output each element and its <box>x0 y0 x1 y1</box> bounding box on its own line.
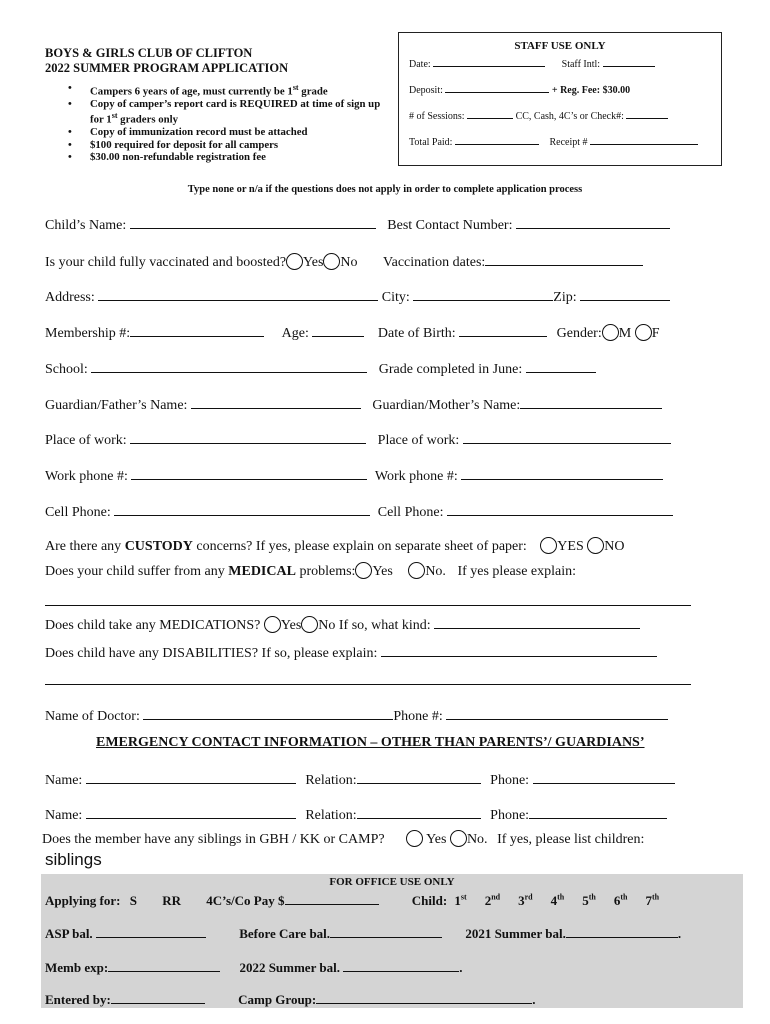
guardian-mother-field[interactable] <box>520 394 662 409</box>
age-field[interactable] <box>312 322 364 337</box>
staff-title: STAFF USE ONLY <box>514 40 606 52</box>
mother-work-phone-label: Work phone #: <box>374 469 458 484</box>
radio-label: No If so, what kind: <box>318 618 431 633</box>
deposit-label: Deposit: <box>409 85 443 96</box>
sessions-field[interactable] <box>467 107 513 119</box>
doctor-label: Name of Doctor: <box>45 709 140 724</box>
reg-fee-label: + Reg. Fee: $30.00 <box>551 85 631 96</box>
father-cell-field[interactable] <box>114 501 370 516</box>
emergency-name-field[interactable] <box>86 769 296 784</box>
dob-field[interactable] <box>459 322 547 337</box>
guardian-father-field[interactable] <box>191 394 361 409</box>
total-paid-field[interactable] <box>455 133 539 145</box>
medical-no-radio[interactable] <box>408 562 425 579</box>
staff-date-label: Date: <box>409 59 431 70</box>
memb-exp-label: Memb exp: <box>45 960 109 975</box>
radio-label: Yes <box>372 564 393 579</box>
vaccinated-yes-radio[interactable] <box>286 253 303 270</box>
medications-field[interactable] <box>434 614 640 629</box>
grade-label: Grade completed in June: <box>378 362 523 377</box>
city-field[interactable] <box>413 286 553 301</box>
child-label: Child: <box>411 893 448 908</box>
radio-label: YES <box>557 539 584 554</box>
applying-for-label: Applying for: <box>45 893 121 908</box>
vaccinated-no-radio[interactable] <box>323 253 340 270</box>
address-label: Address: <box>45 290 95 305</box>
asp-field[interactable] <box>96 924 206 938</box>
siblings-question: Does the member have any siblings in GBH / KK or CAMP? <box>42 832 385 847</box>
instruction-note: Type none or n/a if the questions does not apply in order to complete application process <box>187 184 583 195</box>
disabilities-question: Does child have any DISABILITIES? If so, please explain: <box>45 646 378 661</box>
guardian-mother-label: Guardian/Mother’s Name: <box>372 398 521 413</box>
radio-label: No. <box>466 832 488 847</box>
org-name: BOYS & GIRLS CLUB OF CLIFTON <box>45 46 253 60</box>
emergency-phone-label: Phone: <box>490 773 530 788</box>
medical-question: Does your child suffer from any MEDICAL problems: <box>45 564 356 579</box>
medications-question: Does child take any MEDICATIONS? <box>45 618 261 633</box>
custody-yes-radio[interactable] <box>540 537 557 554</box>
vacc-dates-field[interactable] <box>485 251 643 266</box>
medications-yes-radio[interactable] <box>264 616 281 633</box>
school-field[interactable] <box>91 358 367 373</box>
doctor-phone-label: Phone #: <box>393 709 443 724</box>
radio-label: M <box>618 326 632 341</box>
school-label: School: <box>45 362 88 377</box>
emergency-phone-field[interactable] <box>533 769 675 784</box>
list-item: • $100 required for deposit for all campers <box>62 139 382 151</box>
total-paid-label: Total Paid: <box>409 137 453 148</box>
medical-explain-label: If yes please explain: <box>457 564 576 579</box>
emergency-phone-label: Phone: <box>490 808 530 823</box>
medications-no-radio[interactable] <box>301 616 318 633</box>
dot: . <box>677 926 682 941</box>
emergency-phone-field[interactable] <box>529 804 667 819</box>
disabilities-field[interactable] <box>381 642 657 657</box>
radio-label: NO <box>604 539 625 554</box>
age-label: Age: <box>281 326 309 341</box>
payment-label: CC, Cash, 4C’s or Check#: <box>515 111 624 122</box>
child-ranks <box>450 893 659 908</box>
list-item: • $30.00 non-refundable registration fee <box>62 151 382 163</box>
list-item: • Copy of camper’s report card is REQUIRED at time of sign up for 1st graders only <box>62 98 382 126</box>
vaccinated-question: Is your child fully vaccinated and boosted? <box>45 255 287 270</box>
zip-label: Zip: <box>553 290 577 305</box>
siblings-no-radio[interactable] <box>450 830 467 847</box>
membership-label: Membership #: <box>45 326 131 341</box>
child-rank-3[interactable]: 3rd <box>518 892 533 908</box>
radio-label: No. <box>425 564 446 579</box>
staff-date-field[interactable] <box>433 55 545 67</box>
medical-yes-radio[interactable] <box>355 562 372 579</box>
child-name-field[interactable] <box>130 214 376 229</box>
best-contact-field[interactable] <box>516 214 670 229</box>
staff-intl-label: Staff Intl: <box>561 59 601 70</box>
grade-field[interactable] <box>526 358 596 373</box>
before-care-label: Before Care bal. <box>239 926 331 941</box>
membership-field[interactable] <box>130 322 264 337</box>
copay-field[interactable] <box>285 891 379 905</box>
receipt-field[interactable] <box>590 133 698 145</box>
gender-f-radio[interactable] <box>635 324 652 341</box>
father-cell-label: Cell Phone: <box>45 505 111 520</box>
child-name-label: Child’s Name: <box>45 218 127 233</box>
siblings-yes-radio[interactable] <box>406 830 423 847</box>
disabilities-explain-line[interactable] <box>45 684 691 685</box>
radio-label: F <box>651 326 660 341</box>
guardian-father-label: Guardian/Father’s Name: <box>45 398 188 413</box>
option-s: S <box>129 893 137 908</box>
program-title: 2022 SUMMER PROGRAM APPLICATION <box>45 61 289 75</box>
gender-m-radio[interactable] <box>602 324 619 341</box>
father-work-label: Place of work: <box>45 433 127 448</box>
mother-work-phone-field[interactable] <box>461 465 663 480</box>
emergency-relation-field[interactable] <box>357 804 481 819</box>
radio-label: No <box>340 255 358 270</box>
dot: . <box>532 992 536 1007</box>
doctor-phone-field[interactable] <box>446 705 668 720</box>
siblings-input[interactable]: siblings <box>45 850 102 869</box>
summer-2021-label: 2021 Summer bal. <box>465 926 566 941</box>
child-rank-4[interactable]: 4th <box>550 892 565 908</box>
mother-cell-field[interactable] <box>447 501 673 516</box>
emergency-relation-field[interactable] <box>357 769 481 784</box>
mother-work-label: Place of work: <box>377 433 460 448</box>
mother-work-field[interactable] <box>463 429 671 444</box>
dot: . <box>459 960 463 975</box>
child-rank-5[interactable]: 5th <box>582 892 596 908</box>
vacc-dates-label: Vaccination dates: <box>383 255 486 270</box>
memb-exp-field[interactable] <box>108 958 220 972</box>
radio-label: Yes <box>426 832 447 847</box>
siblings-list-label: If yes, please list children: <box>497 832 645 847</box>
staff-use-box <box>398 32 722 166</box>
child-rank-6[interactable]: 6th <box>613 892 628 908</box>
father-work-field[interactable] <box>130 429 366 444</box>
child-rank-7[interactable]: 7th <box>645 892 660 908</box>
doctor-field[interactable] <box>143 705 393 720</box>
summer-2022-label: 2022 Summer bal. <box>239 960 340 975</box>
radio-label: Yes <box>280 618 302 633</box>
sessions-label: # of Sessions: <box>409 111 465 122</box>
entered-by-label: Entered by: <box>45 992 111 1007</box>
mother-cell-label: Cell Phone: <box>377 505 444 520</box>
option-rr: RR <box>162 893 181 908</box>
entered-by-field[interactable] <box>111 990 205 1004</box>
summer-2021-field[interactable] <box>566 924 678 938</box>
child-rank-2[interactable]: 2nd <box>484 892 501 908</box>
camp-group-label: Camp Group: <box>238 992 317 1007</box>
emergency-relation-label: Relation: <box>305 773 357 788</box>
list-item: • Campers 6 years of age, must currently be 1st grade <box>62 82 382 98</box>
radio-label: Yes <box>303 255 324 270</box>
form-header <box>45 46 288 76</box>
requirements-list <box>62 82 382 164</box>
office-title: FOR OFFICE USE ONLY <box>329 876 455 888</box>
father-work-phone-label: Work phone #: <box>45 469 128 484</box>
best-contact-label: Best Contact Number: <box>387 218 513 233</box>
child-rank-1[interactable]: 1st <box>454 892 467 908</box>
camp-group-field[interactable] <box>316 990 532 1004</box>
receipt-label: Receipt # <box>549 137 588 148</box>
list-item: • Copy of immunization record must be attached <box>62 126 382 138</box>
zip-field[interactable] <box>580 286 670 301</box>
city-label: City: <box>381 290 410 305</box>
emergency-relation-label: Relation: <box>305 808 357 823</box>
asp-label: ASP bal. <box>45 926 93 941</box>
gender-label: Gender: <box>556 326 602 341</box>
summer-2022-field[interactable] <box>343 958 459 972</box>
father-work-phone-field[interactable] <box>131 465 367 480</box>
payment-field[interactable] <box>626 107 668 119</box>
medical-explain-line[interactable] <box>45 605 691 606</box>
before-care-field[interactable] <box>330 924 442 938</box>
address-field[interactable] <box>98 286 378 301</box>
office-use-box <box>41 874 743 1008</box>
copay-label: 4C’s/Co Pay $ <box>206 893 285 908</box>
deposit-field[interactable] <box>445 81 549 93</box>
emergency-title: EMERGENCY CONTACT INFORMATION – OTHER THAN PARENTS’/ GUARDIANS’ <box>96 735 645 750</box>
staff-intl-field[interactable] <box>603 55 655 67</box>
emergency-name-label: Name: <box>45 808 83 823</box>
emergency-name-label: Name: <box>45 773 83 788</box>
custody-no-radio[interactable] <box>587 537 604 554</box>
emergency-name-field[interactable] <box>86 804 296 819</box>
dob-label: Date of Birth: <box>377 326 456 341</box>
custody-question: Are there any CUSTODY concerns? If yes, please explain on separate sheet of paper: <box>45 539 527 554</box>
